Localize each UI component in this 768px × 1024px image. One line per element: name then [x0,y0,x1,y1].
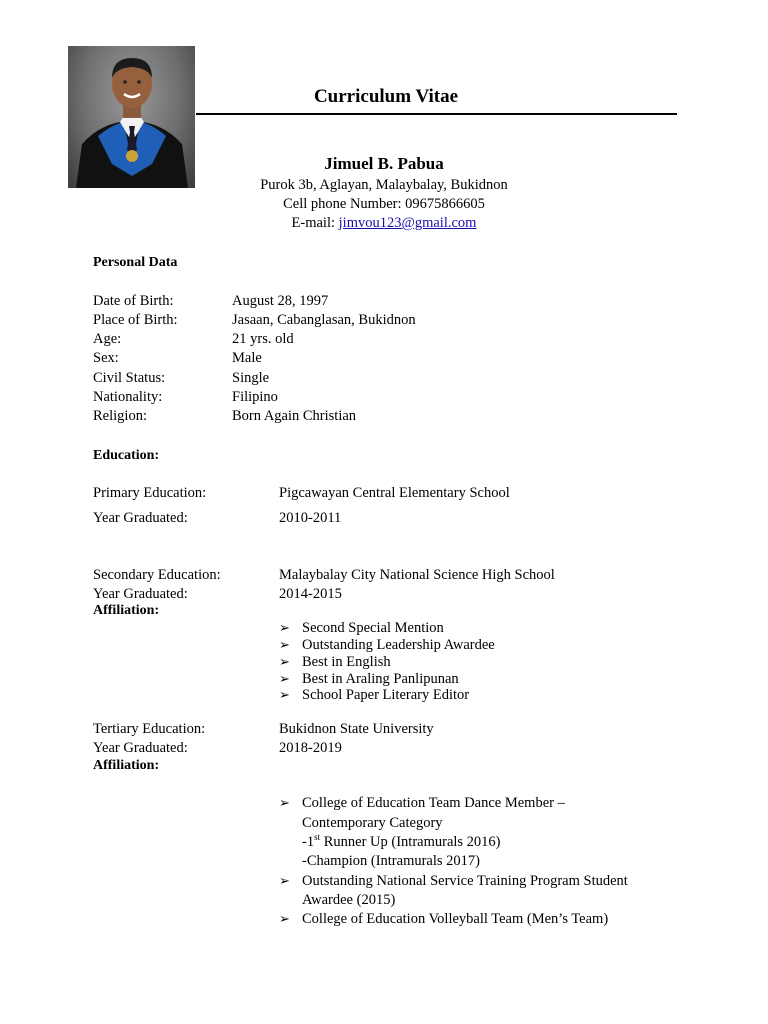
age-value: 21 yrs. old [232,331,294,347]
primary-year-label: Year Graduated: [93,510,188,526]
pob-value: Jasaan, Cabanglasan, Bukidnon [232,312,416,328]
primary-school: Pigcawayan Central Elementary School [279,485,510,501]
tertiary-affiliation-item: Outstanding National Service Training Program Student [302,873,628,889]
arrow-bullet-icon: ➢ [279,620,290,635]
tertiary-affiliation-item: College of Education Team Dance Member – [302,795,565,811]
secondary-affiliation-item: Second Special Mention [302,620,444,636]
secondary-school: Malaybalay City National Science High School [279,567,555,583]
secondary-year: 2014-2015 [279,586,342,602]
tertiary-affiliation-subitem: -1st Runner Up (Intramurals 2016) [302,832,501,850]
email-line [0,215,768,232]
education-heading: Education: [93,448,160,463]
email-label: E-mail: [291,215,339,231]
secondary-year-label: Year Graduated: [93,586,188,602]
secondary-affiliation-item: Best in Araling Panlipunan [302,671,459,687]
secondary-label: Secondary Education: [93,567,221,583]
religion-label: Religion: [93,408,147,424]
arrow-bullet-icon: ➢ [279,911,290,926]
dob-value: August 28, 1997 [232,293,329,309]
title-divider [196,113,677,115]
address: Purok 3b, Aglayan, Malaybalay, Bukidnon [260,177,508,193]
religion-value: Born Again Christian [232,408,357,424]
age-label: Age: [93,331,122,347]
personal-data-heading: Personal Data [93,255,178,270]
dob-label: Date of Birth: [93,293,174,309]
nationality-label: Nationality: [93,389,163,405]
applicant-name: Jimuel B. Pabua [324,154,444,173]
primary-label: Primary Education: [93,485,207,501]
primary-year: 2010-2011 [279,510,342,526]
tertiary-affiliation-item-cont: Contemporary Category [302,815,443,831]
arrow-bullet-icon: ➢ [279,637,290,652]
phone-number: Cell phone Number: 09675866605 [283,196,485,212]
sex-label: Sex: [93,350,119,366]
arrow-bullet-icon: ➢ [279,873,290,888]
civil-status-value: Single [232,370,270,386]
tertiary-label: Tertiary Education: [93,721,206,737]
secondary-affiliation-label: Affiliation: [93,603,160,618]
tertiary-affiliation-item-cont: Awardee (2015) [302,892,396,908]
secondary-affiliation-item: Outstanding Leadership Awardee [302,637,495,653]
arrow-bullet-icon: ➢ [279,795,290,810]
secondary-affiliation-item: Best in English [302,654,391,670]
tertiary-affiliation-subitem: -Champion (Intramurals 2017) [302,853,480,869]
sex-value: Male [232,350,262,366]
arrow-bullet-icon: ➢ [279,654,290,669]
tertiary-affiliation-item: College of Education Volleyball Team (Men’s Team) [302,911,609,927]
email-link[interactable]: jimvou123@gmail.com [338,215,477,231]
tertiary-affiliation-label: Affiliation: [93,758,160,773]
pob-label: Place of Birth: [93,312,178,328]
arrow-bullet-icon: ➢ [279,671,290,686]
arrow-bullet-icon: ➢ [279,687,290,702]
tertiary-year: 2018-2019 [279,740,342,756]
tertiary-year-label: Year Graduated: [93,740,188,756]
document-title: Curriculum Vitae [313,86,459,107]
tertiary-school: Bukidnon State University [279,721,434,737]
nationality-value: Filipino [232,389,278,405]
secondary-affiliation-item: School Paper Literary Editor [302,687,470,703]
civil-status-label: Civil Status: [93,370,166,386]
